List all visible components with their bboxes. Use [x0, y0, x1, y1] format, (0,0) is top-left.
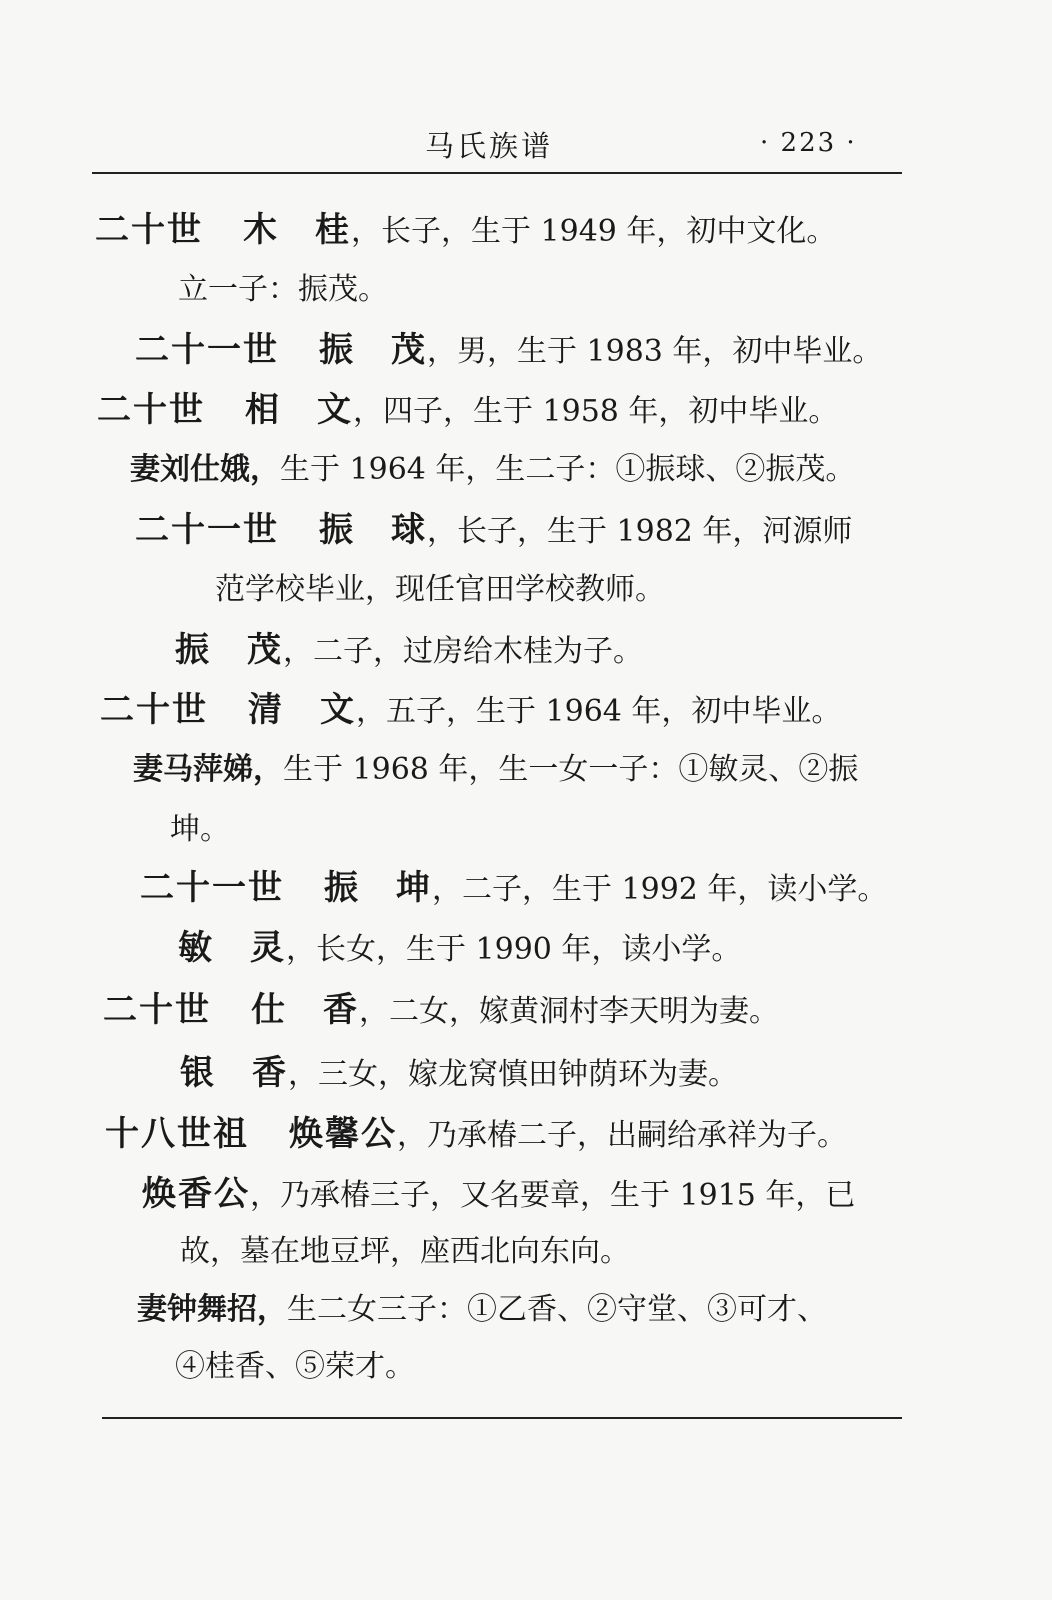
entry-text: ，二子，过房给木桂为子。: [283, 634, 643, 669]
entry-text: ，长子，生于 1982 年，河源师: [427, 514, 853, 549]
entry-text: 坤。: [170, 812, 230, 847]
entry-text: ，二女，嫁黄洞村李天明为妻。: [359, 994, 779, 1029]
entry-text: ④桂香、⑤荣才。: [175, 1349, 415, 1384]
person-name: 木 桂: [243, 210, 351, 250]
entry-text: 立一子：振茂。: [178, 272, 388, 307]
genealogy-entry: [178, 928, 741, 970]
person-name: 振 茂: [175, 630, 283, 670]
genealogy-entry: [170, 810, 230, 850]
entry-text: 生二女三子：①乙香、②守堂、③可才、: [287, 1292, 827, 1327]
genealogy-entry: [180, 1232, 630, 1272]
footer-rule: [102, 1417, 902, 1419]
spouse-name: 妻钟舞招，: [137, 1292, 287, 1327]
genealogy-entry: [135, 330, 882, 372]
entry-text: 故，墓在地豆坪，座西北向东向。: [180, 1234, 630, 1269]
entry-text: ，长子，生于 1949 年，初中文化。: [351, 214, 837, 249]
generation-label: 二十世: [97, 390, 205, 430]
genealogy-entry: [95, 210, 836, 252]
genealogy-entry: [133, 750, 858, 790]
generation-label: 二十一世: [135, 330, 279, 370]
entry-text: 生于 1964 年，生二子：①振球、②振茂。: [280, 452, 856, 487]
entry-text: ，男，生于 1983 年，初中毕业。: [427, 334, 883, 369]
genealogy-entry: [140, 868, 887, 910]
genealogy-entry: [142, 1174, 855, 1216]
genealogy-entry: [130, 450, 855, 490]
person-name: 相 文: [245, 390, 353, 430]
genealogy-entry: [180, 1053, 738, 1095]
generation-label: 二十一世: [135, 510, 279, 550]
entry-text: ，长女，生于 1990 年，读小学。: [286, 932, 742, 967]
genealogy-entry: [178, 270, 388, 310]
entry-text: 范学校毕业，现任官田学校教师。: [215, 572, 665, 607]
genealogy-entry: [175, 630, 643, 672]
genealogy-entry: [137, 1290, 827, 1330]
entry-text: ，二子，生于 1992 年，读小学。: [432, 872, 888, 907]
genealogy-entry: [103, 990, 779, 1032]
genealogy-entry: [135, 510, 852, 552]
person-name: 焕香公: [142, 1174, 250, 1214]
person-name: 清 文: [248, 690, 356, 730]
entry-text: ，乃承椿二子，出嗣给承祥为子。: [397, 1118, 847, 1153]
book-title: 马氏族谱: [425, 129, 554, 163]
entry-text: ，三女，嫁龙窝慎田钟荫环为妻。: [288, 1057, 738, 1092]
entry-text: ，五子，生于 1964 年，初中毕业。: [356, 694, 842, 729]
generation-label: 二十世: [103, 990, 211, 1030]
spouse-name: 妻刘仕娥，: [130, 452, 280, 487]
person-name: 焕馨公: [289, 1114, 397, 1154]
person-name: 银 香: [180, 1053, 288, 1093]
genealogy-entry: [215, 570, 665, 610]
genealogy-entry: [100, 690, 841, 732]
entry-text: ，四子，生于 1958 年，初中毕业。: [353, 394, 839, 429]
generation-label: 二十世: [95, 210, 203, 250]
page-number: · 223 ·: [760, 128, 857, 158]
genealogy-entry: [175, 1347, 415, 1387]
generation-label: 二十一世: [140, 868, 284, 908]
person-name: 仕 香: [251, 990, 359, 1030]
genealogy-entry: [105, 1114, 847, 1156]
genealogy-entry: [97, 390, 838, 432]
header-rule: [92, 172, 902, 174]
entry-text: 生于 1968 年，生一女一子：①敏灵、②振: [283, 752, 859, 787]
generation-label: 二十世: [100, 690, 208, 730]
person-name: 敏 灵: [178, 928, 286, 968]
generation-label: 十八世祖: [105, 1114, 249, 1154]
entry-text: ，乃承椿三子，又名要章，生于 1915 年，已: [250, 1178, 856, 1213]
person-name: 振 坤: [324, 868, 432, 908]
spouse-name: 妻马萍娣，: [133, 752, 283, 787]
person-name: 振 茂: [319, 330, 427, 370]
person-name: 振 球: [319, 510, 427, 550]
